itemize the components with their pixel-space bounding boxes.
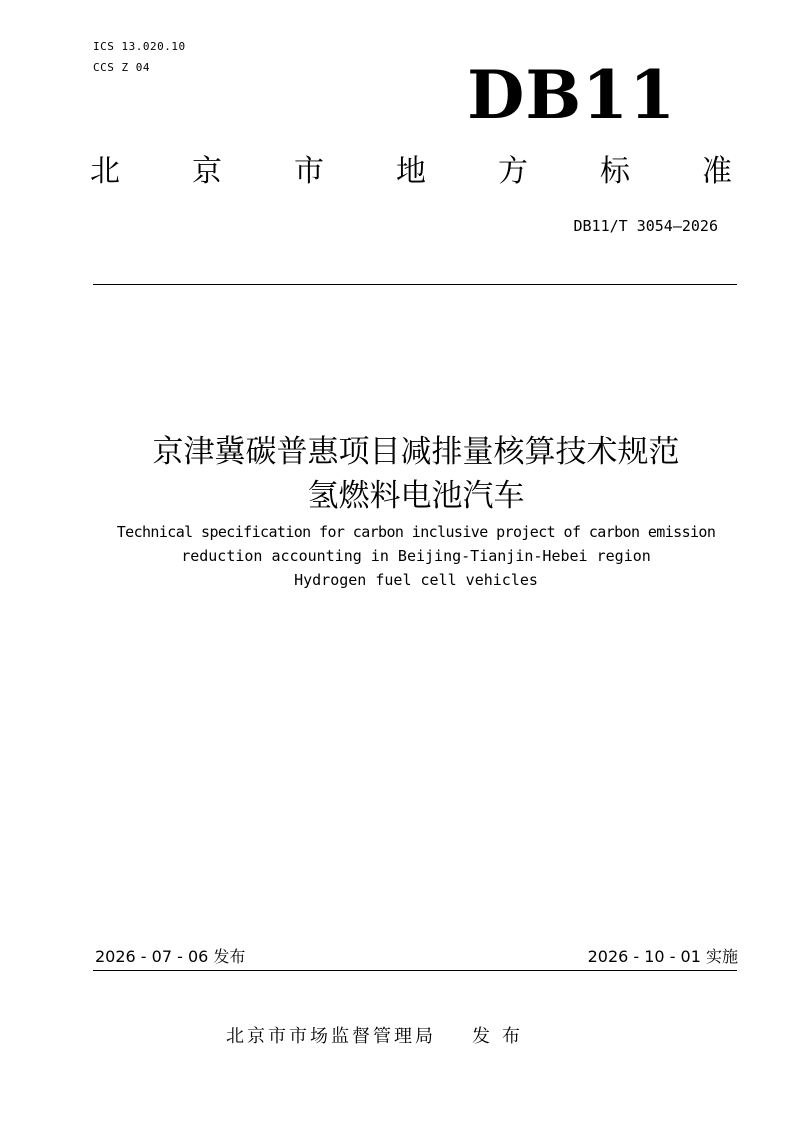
ics-code: ICS 13.020.10	[93, 40, 186, 53]
header-divider	[93, 284, 737, 285]
footer-divider	[93, 970, 737, 971]
title-english-line-1: Technical specification for carbon inclusive project of carbon emission	[116, 523, 716, 541]
db-logo: DB11	[467, 56, 676, 134]
issuer-line	[226, 1025, 532, 1049]
issue-date: 2026 - 07 - 06 发布	[95, 947, 246, 966]
issue-label: 发布	[472, 1026, 532, 1047]
standard-type-heading	[90, 152, 732, 192]
standard-type-char: 方	[498, 154, 528, 189]
title-chinese-line-1: 京津冀碳普惠项目减排量核算技术规范	[152, 434, 680, 470]
title-chinese-line-2: 氢燃料电池汽车	[307, 478, 525, 514]
title-english-line-3: Hydrogen fuel cell vehicles	[294, 571, 538, 589]
issuer-name: 北京市市场监督管理局	[226, 1026, 436, 1047]
standard-type-char: 标	[600, 154, 630, 189]
implementation-date: 2026 - 10 - 01 实施	[587, 947, 738, 966]
standard-type-char: 北	[90, 154, 120, 189]
title-english-line-2: reduction accounting in Beijing-Tianjin-Hebei region	[181, 547, 651, 565]
standard-type-char: 京	[192, 154, 222, 189]
standard-type-char: 准	[702, 154, 732, 189]
standard-type-char: 市	[294, 154, 324, 189]
standard-type-char: 地	[396, 154, 426, 189]
ccs-code: CCS Z 04	[93, 61, 150, 74]
standard-number: DB11/T 3054—2026	[573, 217, 718, 235]
